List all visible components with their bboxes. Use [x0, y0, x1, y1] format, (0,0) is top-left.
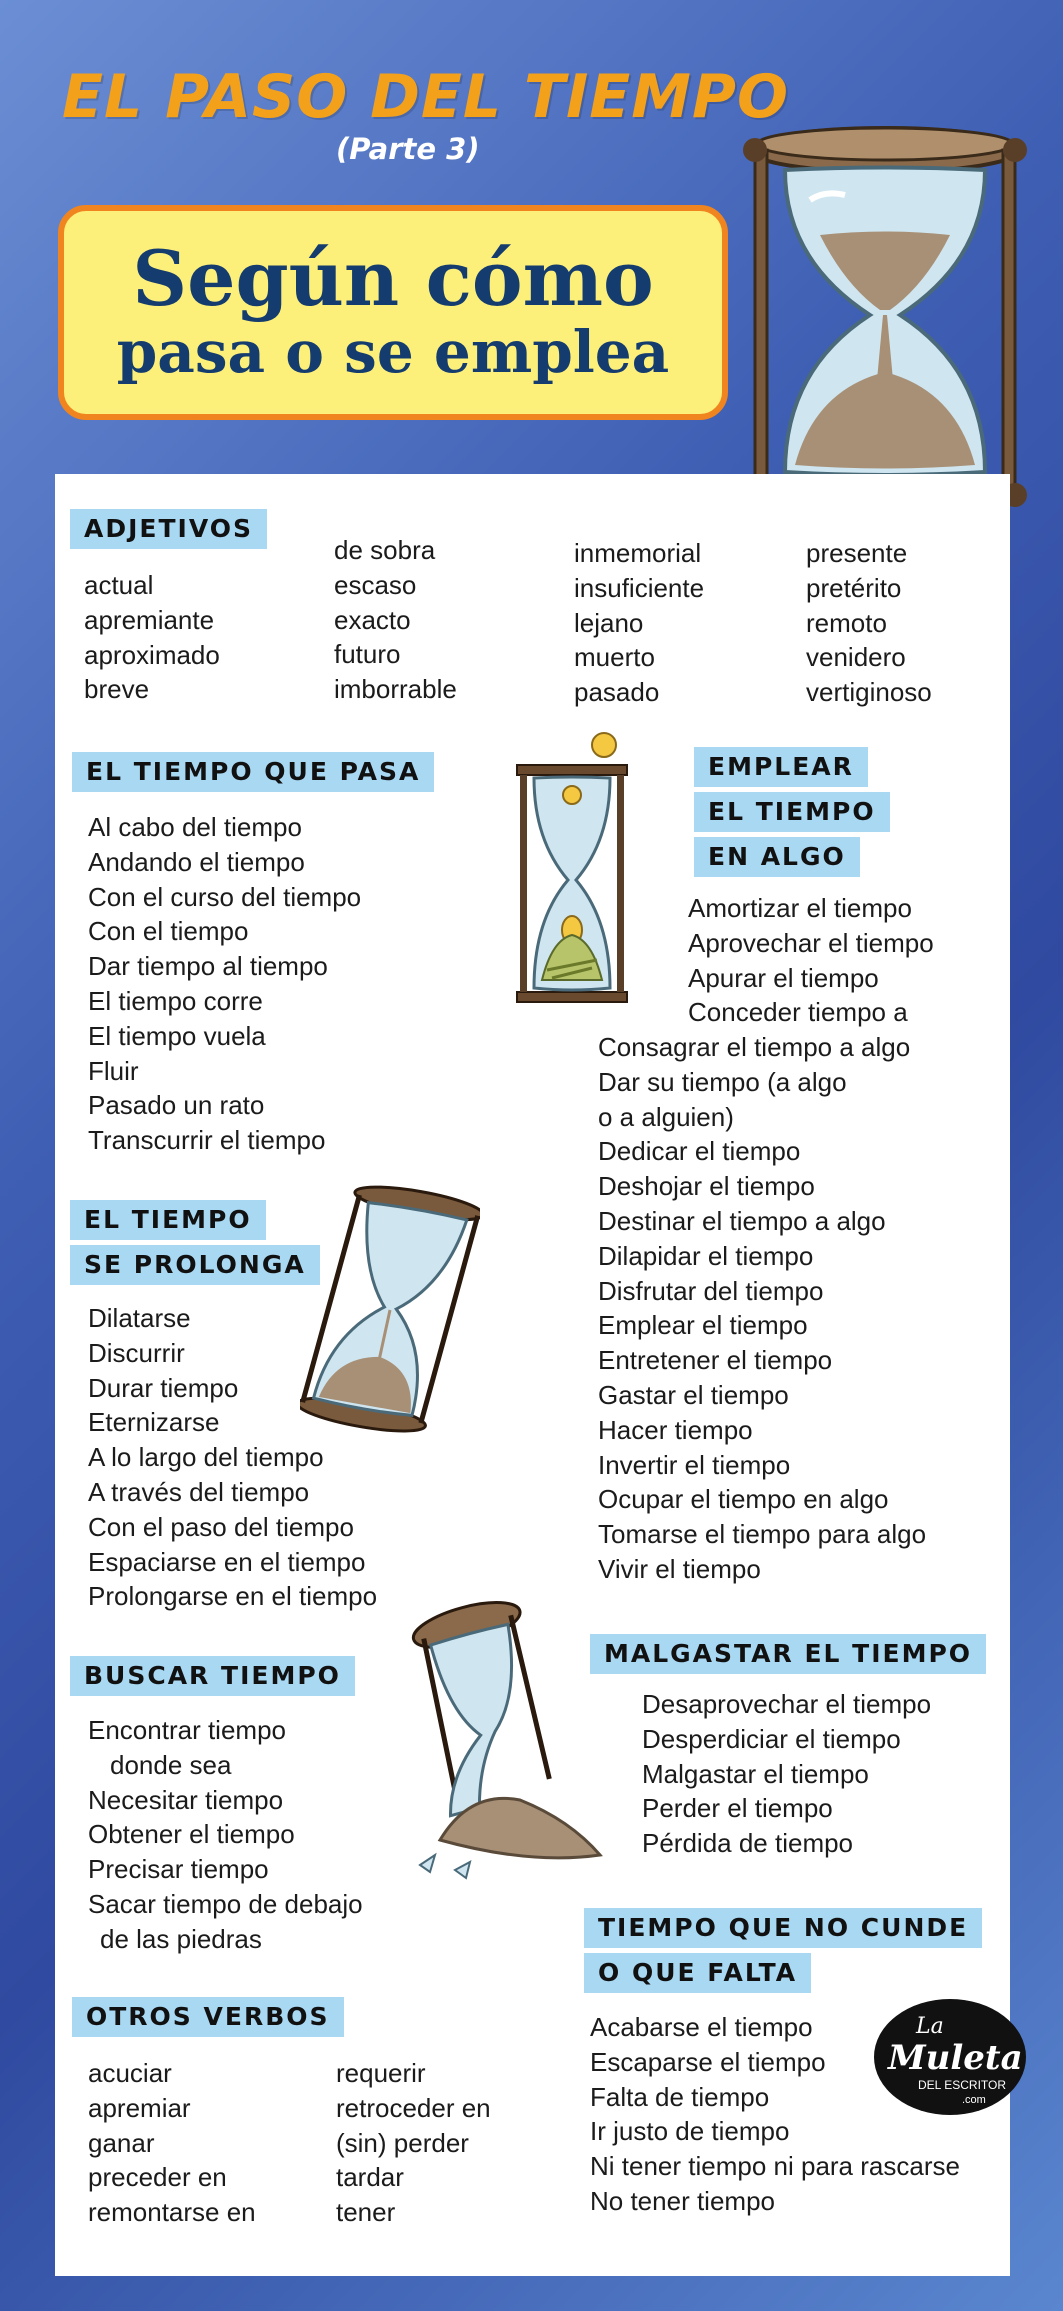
list-item: aproximado: [84, 639, 220, 670]
banner-line-2: pasa o se emplea: [116, 318, 670, 387]
list-item: remoto: [806, 607, 887, 638]
logo-line-2: Muleta: [888, 2038, 1023, 2078]
list-item: tardar: [336, 2162, 404, 2193]
list-item: lejano: [574, 607, 644, 638]
list-item: Ir justo de tiempo: [590, 2116, 790, 2147]
list-item: muerto: [574, 642, 655, 673]
heading-prolonga-1: EL TIEMPO: [70, 1200, 266, 1240]
logo-line-4: .com: [962, 2094, 986, 2106]
list-item: Aprovechar el tiempo: [688, 927, 934, 958]
banner-line-1: Según cómo: [132, 234, 654, 324]
list-item: o a alguien): [598, 1101, 734, 1132]
adjetivos-col-4: [806, 536, 932, 710]
buscar-list: [88, 1713, 363, 1957]
list-item: breve: [84, 674, 150, 705]
list-item: presente: [806, 538, 908, 568]
list-item: Tomarse el tiempo para algo: [598, 1519, 927, 1550]
slanted-hourglass-illustration: [300, 1180, 480, 1440]
list-item: Fluir: [88, 1055, 139, 1086]
list-item: Con el paso del tiempo: [88, 1511, 354, 1542]
title-banner: [58, 205, 728, 420]
list-item: A través del tiempo: [88, 1476, 310, 1507]
list-item: Dar tiempo al tiempo: [88, 951, 328, 982]
list-item: pretérito: [806, 572, 902, 603]
list-item: Invertir el tiempo: [598, 1449, 791, 1480]
logo-line-3: DEL ESCRITOR: [918, 2078, 1007, 2092]
list-item: A lo largo del tiempo: [88, 1442, 324, 1473]
list-item: Dar su tiempo (a algo: [598, 1066, 847, 1097]
list-item: El tiempo vuela: [88, 1020, 266, 1051]
heading-otros-verbos: OTROS VERBOS: [72, 1997, 344, 2037]
heading-adjetivos: ADJETIVOS: [70, 509, 267, 549]
list-item: Precisar tiempo: [88, 1854, 269, 1885]
list-item: Con el tiempo: [88, 916, 249, 947]
list-item: Ocupar el tiempo en algo: [598, 1484, 889, 1515]
emplear-list-b: [598, 1030, 926, 1587]
list-item: Entretener el tiempo: [598, 1345, 833, 1376]
list-item: actual: [84, 570, 154, 600]
otros-col-2: [336, 2056, 491, 2230]
list-item: de las piedras: [100, 1923, 262, 1954]
list-item: escaso: [334, 569, 417, 600]
broken-hourglass-illustration: [400, 1590, 610, 1880]
list-item: Espaciarse en el tiempo: [88, 1546, 366, 1577]
list-item: futuro: [334, 639, 401, 670]
list-item: preceder en: [88, 2162, 227, 2193]
heading-buscar: BUSCAR TIEMPO: [70, 1656, 355, 1696]
list-item: Destinar el tiempo a algo: [598, 1205, 886, 1236]
list-item: insuficiente: [574, 572, 705, 603]
adjetivos-col-1: [84, 568, 220, 707]
page-title: EL PASO DEL TIEMPO: [62, 62, 789, 132]
adjetivos-col-2: [334, 533, 457, 707]
list-item: Consagrar el tiempo a algo: [598, 1032, 911, 1062]
list-item: Deshojar el tiempo: [598, 1171, 815, 1202]
list-item: Dilatarse: [88, 1303, 191, 1333]
list-item: Escaparse el tiempo: [590, 2046, 826, 2077]
la-muleta-logo: [870, 1993, 1030, 2121]
list-item: apremiar: [88, 2092, 191, 2123]
heading-prolonga-2: SE PROLONGA: [70, 1245, 320, 1285]
page-subtitle: (Parte 3): [336, 132, 480, 166]
heading-emplear-3: EN ALGO: [694, 837, 860, 877]
list-item: Encontrar tiempo: [88, 1715, 286, 1745]
heading-emplear-1: EMPLEAR: [694, 747, 868, 787]
list-item: Apurar el tiempo: [688, 962, 879, 993]
list-item: acuciar: [88, 2058, 172, 2088]
list-item: Prolongarse en el tiempo: [88, 1581, 378, 1612]
list-item: imborrable: [334, 674, 457, 705]
heading-tiempo-que-pasa: EL TIEMPO QUE PASA: [72, 752, 434, 792]
list-item: Discurrir: [88, 1337, 185, 1368]
malgastar-list: [642, 1687, 931, 1861]
list-item: remontarse en: [88, 2197, 256, 2228]
list-item: Pasado un rato: [88, 1090, 265, 1121]
list-item: Al cabo del tiempo: [88, 812, 302, 842]
list-item: donde sea: [110, 1749, 232, 1780]
heading-no-cunde-1: TIEMPO QUE NO CUNDE: [584, 1908, 982, 1948]
list-item: retroceder en: [336, 2092, 491, 2123]
list-item: Desperdiciar el tiempo: [642, 1723, 901, 1754]
list-item: Falta de tiempo: [590, 2081, 770, 2112]
heading-no-cunde-2: O QUE FALTA: [584, 1953, 811, 1993]
list-item: Disfrutar del tiempo: [598, 1275, 824, 1306]
list-item: Pérdida de tiempo: [642, 1828, 854, 1859]
list-item: ganar: [88, 2127, 155, 2158]
heading-emplear-2: EL TIEMPO: [694, 792, 890, 832]
list-item: de sobra: [334, 535, 436, 565]
hourglass-illustration: [735, 110, 1035, 530]
list-item: vertiginoso: [806, 677, 932, 708]
list-item: Amortizar el tiempo: [688, 893, 912, 923]
list-item: Hacer tiempo: [598, 1414, 753, 1445]
list-item: Desaprovechar el tiempo: [642, 1689, 932, 1719]
money-hourglass-illustration: [512, 730, 632, 1010]
list-item: inmemorial: [574, 538, 702, 568]
emplear-list-a: [688, 891, 934, 1030]
list-item: tener: [336, 2197, 396, 2228]
list-item: No tener tiempo: [590, 2185, 775, 2216]
list-item: Con el curso del tiempo: [88, 881, 362, 912]
list-item: (sin) perder: [336, 2127, 469, 2158]
list-item: Conceder tiempo a: [688, 997, 908, 1028]
list-item: Ni tener tiempo ni para rascarse: [590, 2151, 960, 2182]
list-item: Dilapidar el tiempo: [598, 1240, 814, 1271]
list-item: Sacar tiempo de debajo: [88, 1888, 363, 1919]
list-item: Vivir el tiempo: [598, 1553, 761, 1584]
adjetivos-col-3: [574, 536, 704, 710]
list-item: Necesitar tiempo: [88, 1784, 284, 1815]
list-item: apremiante: [84, 604, 215, 635]
heading-malgastar: MALGASTAR EL TIEMPO: [590, 1634, 986, 1674]
list-item: Malgastar el tiempo: [642, 1758, 869, 1789]
otros-col-1: [88, 2056, 256, 2230]
list-item: pasado: [574, 677, 660, 708]
list-item: Transcurrir el tiempo: [88, 1125, 326, 1156]
list-item: Durar tiempo: [88, 1372, 239, 1403]
logo-line-1: La: [916, 2014, 944, 2039]
list-item: El tiempo corre: [88, 985, 263, 1016]
list-item: Eternizarse: [88, 1407, 220, 1438]
list-item: Obtener el tiempo: [88, 1819, 295, 1850]
list-item: Andando el tiempo: [88, 846, 305, 877]
list-item: Acabarse el tiempo: [590, 2012, 813, 2042]
list-item: requerir: [336, 2058, 426, 2088]
list-item: venidero: [806, 642, 906, 673]
list-item: exacto: [334, 604, 411, 635]
list-item: Dedicar el tiempo: [598, 1136, 801, 1167]
list-item: Gastar el tiempo: [598, 1379, 789, 1410]
tiempo-que-pasa-list: [88, 810, 361, 1158]
list-item: Perder el tiempo: [642, 1793, 833, 1824]
list-item: Emplear el tiempo: [598, 1310, 808, 1341]
